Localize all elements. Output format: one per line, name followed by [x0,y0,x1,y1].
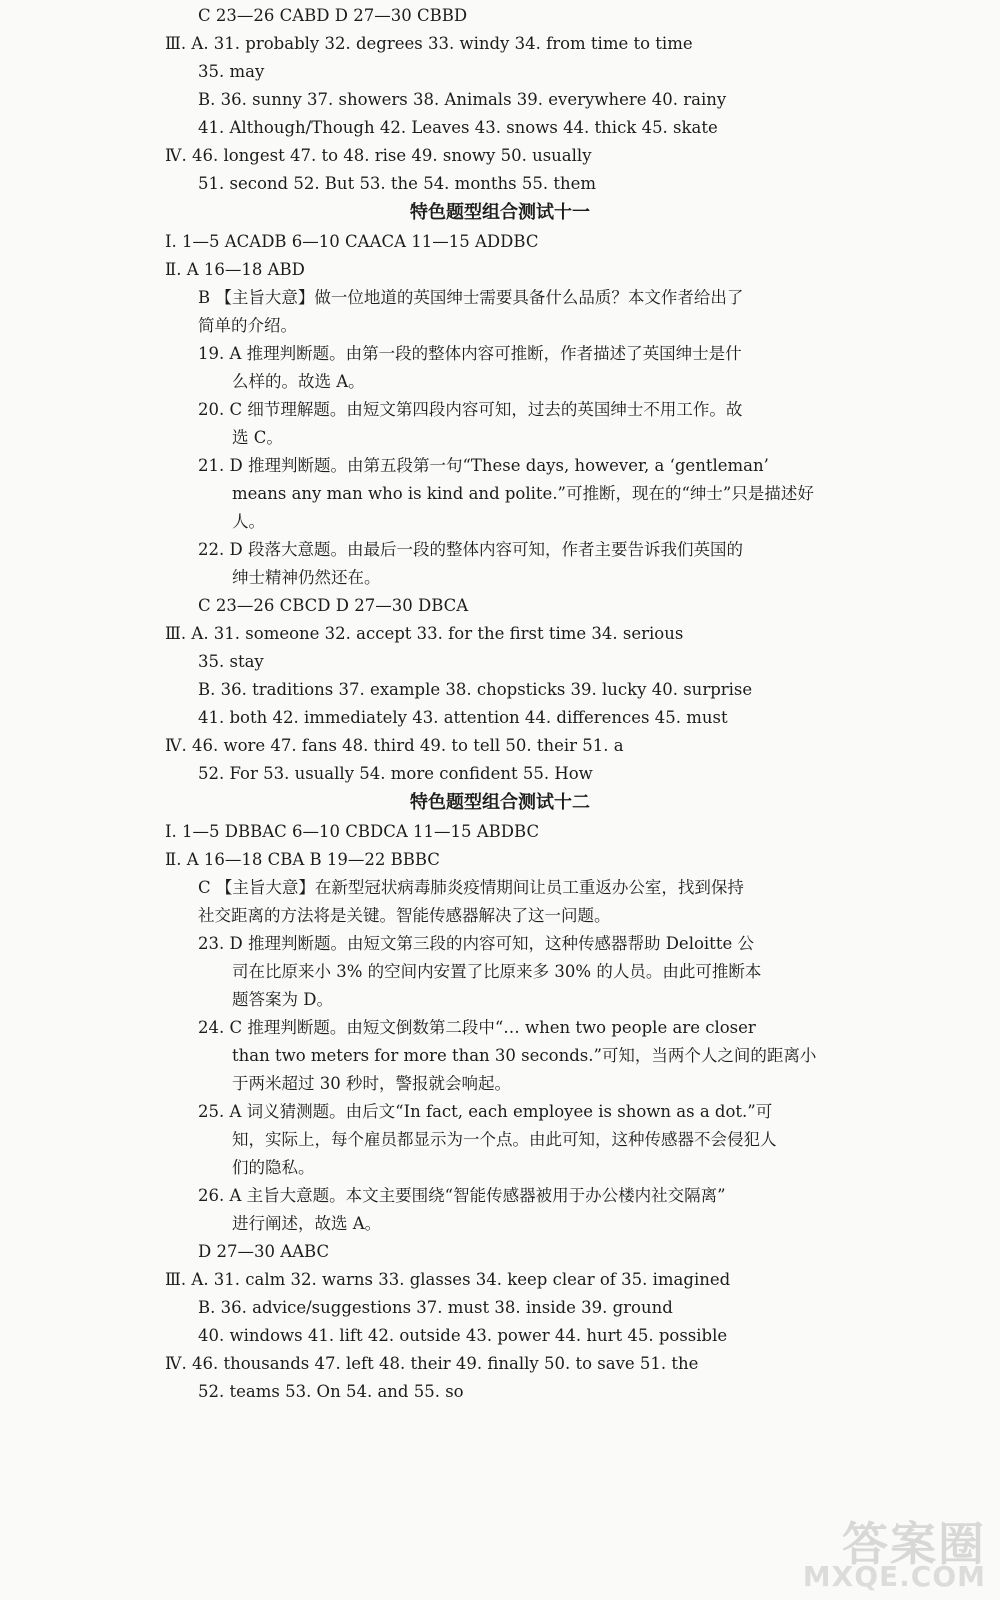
text-line: Ⅲ. A. 31. calm 32. warns 33. glasses 34. keep clear of 35. imagined [165,1270,731,1289]
text-line: Ⅰ. 1—5 ACADB 6—10 CAACA 11—15 ADDBC [165,232,539,251]
text-line: 选 C。 [232,428,283,447]
text-line: 20. C 细节理解题。由短文第四段内容可知，过去的英国绅士不用工作。故 [198,400,743,419]
text-line: 于两米超过 30 秒时，警报就会响起。 [232,1074,511,1093]
text-line: Ⅱ. A 16—18 ABD [165,260,305,279]
text-line: Ⅳ. 46. thousands 47. left 48. their 49. finally 50. to save 51. the [165,1354,699,1373]
text-line: C 【主旨大意】在新型冠状病毒肺炎疫情期间让员工重返办公室，找到保持 [198,878,744,897]
text-line: 52. For 53. usually 54. more confident 55. How [198,764,593,783]
text-line: C 23—26 CABD D 27—30 CBBD [198,6,468,25]
text-line: Ⅲ. A. 31. someone 32. accept 33. for the first time 34. serious [165,624,684,643]
text-line: C 23—26 CBCD D 27—30 DBCA [198,596,469,615]
section-heading: 特色题型组合测试十一 [410,202,590,223]
text-line: Ⅳ. 46. longest 47. to 48. rise 49. snowy 50. usually [165,146,592,165]
text-line: 简单的介绍。 [198,316,297,335]
text-line: Ⅳ. 46. wore 47. fans 48. third 49. to tell 50. their 51. a [165,736,624,755]
text-line: 21. D 推理判断题。由第五段第一句“These days, however, a ‘gentleman’ [198,456,769,475]
watermark-logo [786,1508,986,1594]
text-line: B. 36. advice/suggestions 37. must 38. inside 39. ground [198,1298,673,1317]
watermark-top-text: 答案圈 [842,1517,986,1571]
text-line: D 27—30 AABC [198,1242,330,1261]
text-line: B. 36. traditions 37. example 38. chopsticks 39. lucky 40. surprise [198,680,753,699]
text-line: Ⅲ. A. 31. probably 32. degrees 33. windy 34. from time to time [165,34,693,53]
text-line: B 【主旨大意】做一位地道的英国绅士需要具备什么品质？本文作者给出了 [198,288,744,307]
text-line: 么样的。故选 A。 [232,372,365,391]
text-line: 进行阐述，故选 A。 [232,1214,382,1233]
text-line: 题答案为 D。 [232,990,333,1009]
text-line: 24. C 推理判断题。由短文倒数第二段中“… when two people are closer [198,1018,756,1037]
text-line: 绅士精神仍然还在。 [232,568,381,587]
text-line: 19. A 推理判断题。由第一段的整体内容可推断，作者描述了英国绅士是什 [198,344,742,363]
text-line: 35. stay [198,652,264,671]
section-heading: 特色题型组合测试十二 [410,792,590,813]
text-line: 26. A 主旨大意题。本文主要围绕“智能传感器被用于办公楼内社交隔离” [198,1186,726,1205]
text-line: means any man who is kind and polite.”可推断，现在的“绅士”只是描述好 [232,484,814,503]
text-line: 52. teams 53. On 54. and 55. so [198,1382,464,1401]
text-line: than two meters for more than 30 seconds.”可知，当两个人之间的距离小 [232,1046,817,1065]
text-line: 知，实际上，每个雇员都显示为一个点。由此可知，这种传感器不会侵犯人 [232,1130,777,1149]
watermark-bottom-text: MXQE.COM [802,1560,986,1593]
text-line: B. 36. sunny 37. showers 38. Animals 39. everywhere 40. rainy [198,90,727,109]
text-line: 22. D 段落大意题。由最后一段的整体内容可知，作者主要告诉我们英国的 [198,540,743,559]
text-line: 35. may [198,62,265,81]
text-line: 23. D 推理判断题。由短文第三段的内容可知，这种传感器帮助 Deloitte 公 [198,934,754,953]
text-line: 社交距离的方法将是关键。智能传感器解决了这一问题。 [198,906,611,925]
text-line: 人。 [232,512,265,531]
text-line: 司在比原来小 3% 的空间内安置了比原来多 30% 的人员。由此可推断本 [232,962,762,981]
text-line: 们的隐私。 [232,1158,315,1177]
text-line: Ⅰ. 1—5 DBBAC 6—10 CBDCA 11—15 ABDBC [165,822,540,841]
text-line: 25. A 词义猜测题。由后文“In fact, each employee is shown as a dot.”可 [198,1102,773,1121]
text-line: Ⅱ. A 16—18 CBA B 19—22 BBBC [165,850,440,869]
text-line: 41. both 42. immediately 43. attention 44. differences 45. must [198,708,728,727]
text-line: 41. Although/Though 42. Leaves 43. snows 44. thick 45. skate [198,118,718,137]
text-line: 40. windows 41. lift 42. outside 43. power 44. hurt 45. possible [198,1326,728,1345]
text-line: 51. second 52. But 53. the 54. months 55. them [198,174,597,193]
